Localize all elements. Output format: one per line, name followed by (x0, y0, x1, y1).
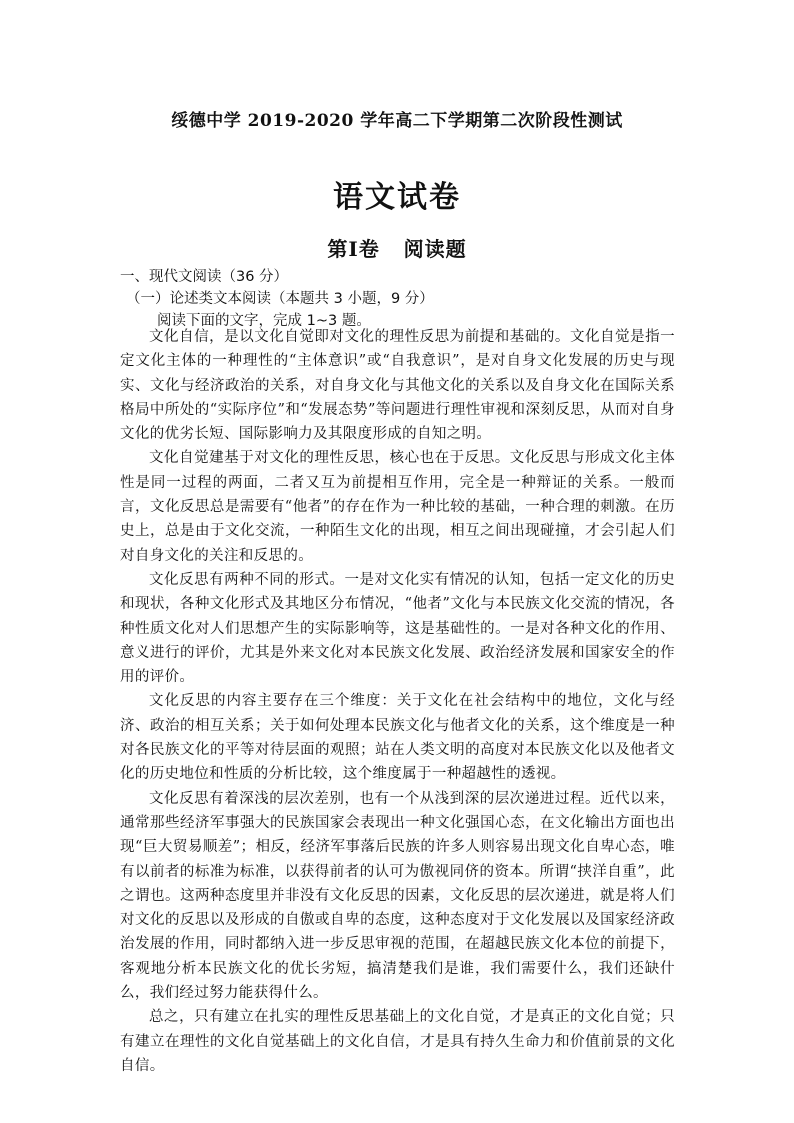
reading-passage (120, 325, 675, 1078)
passage-paragraph: 文化反思有着深浅的层次差别，也有一个从浅到深的层次递进过程。近代以来，通常那些经济军事强大的民族国家会表现出一种文化强国心态，在文化输出方面也出现“巨大贸易顺差”；相反，经济军事落后民族的许多人则容易出现文化自卑心态，唯有以前者的标准为标准，以获得前者的认可为傲视同侪的资本。所谓“挟洋自重”，此之谓也。这两种态度里并非没有文化反思的因素，文化反思的层次递进，就是将人们对文化的反思以及形成的自傲或自卑的态度，这种态度对于文化发展以及国家经济政治发展的作用，同时都纳入进一步反思审视的范围，在超越民族文化本位的前提下，客观地分析本民族文化的优长劣短，搞清楚我们是谁，我们需要什么，我们还缺什么，我们经过努力能获得什么。 (120, 790, 675, 1002)
passage-paragraph: 文化反思有两种不同的形式。一是对文化实有情况的认知，包括一定文化的历史和现状，各种文化形式及其地区分布情况，“他者”文化与本民族文化交流的情况，各种性质文化对人们思想产生的实际影响等，这是基础性的。一是对各种文化的作用、意义进行的评价，尤其是外来文化对本民族文化发展、政治经济发展和国家安全的作用的评价。 (120, 571, 675, 686)
volume-title: 第Ⅰ卷 阅读题 (327, 237, 467, 261)
passage-paragraph: 文化反思的内容主要存在三个维度：关于文化在社会结构中的地位，文化与经济、政治的相互关系；关于如何处理本民族文化与他者文化的关系，这个维度是一种对各民族文化的平等对待层面的观照；站在人类文明的高度对本民族文化以及他者文化的历史地位和性质的分析比较，这个维度属于一种超越性的透视。 (120, 693, 675, 783)
part-heading: 一、现代文阅读（36 分） (120, 269, 289, 285)
passage-paragraph: 文化自信，是以文化自觉即对文化的理性反思为前提和基础的。文化自觉是指一定文化主体的一种理性的“主体意识”或“自我意识”，是对自身文化发展的历史与现实、文化与经济政治的关系，对自身文化与其他文化的关系以及自身文化在国际关系格局中所处的“实际序位”和“发展态势”等问题进行理性审视和深刻反思，从而对自身文化的优劣长短、国际影响力及其限度形成的自知之明。 (120, 329, 675, 443)
subsection-heading: （一）论述类文本阅读（本题共 3 小题，9 分） (126, 291, 434, 307)
passage-paragraph: 文化自觉建基于对文化的理性反思，核心也在于反思。文化反思与形成文化主体性是同一过程的两面，二者又互为前提相互作用，完全是一种辩证的关系。一般而言，文化反思总是需要有“他者”的存在作为一种比较的基础，一种合理的刺激。在历史上，总是由于文化交流，一种陌生文化的出现，相互之间出现碰撞，才会引起人们对自身文化的关注和反思的。 (120, 450, 675, 564)
school-title: 绥德中学 2019-2020 学年高二下学期第二次阶段性测试 (171, 111, 623, 131)
passage-paragraph: 总之，只有建立在扎实的理性反思基础上的文化自觉，才是真正的文化自觉；只有建立在理性的文化自觉基础上的文化自信，才是具有持久生命力和价值前景的文化自信。 (120, 1009, 675, 1074)
exam-title: 语文试卷 (333, 180, 461, 215)
reading-instruction: 阅读下面的文字，完成 1~3 题。 (157, 313, 371, 329)
